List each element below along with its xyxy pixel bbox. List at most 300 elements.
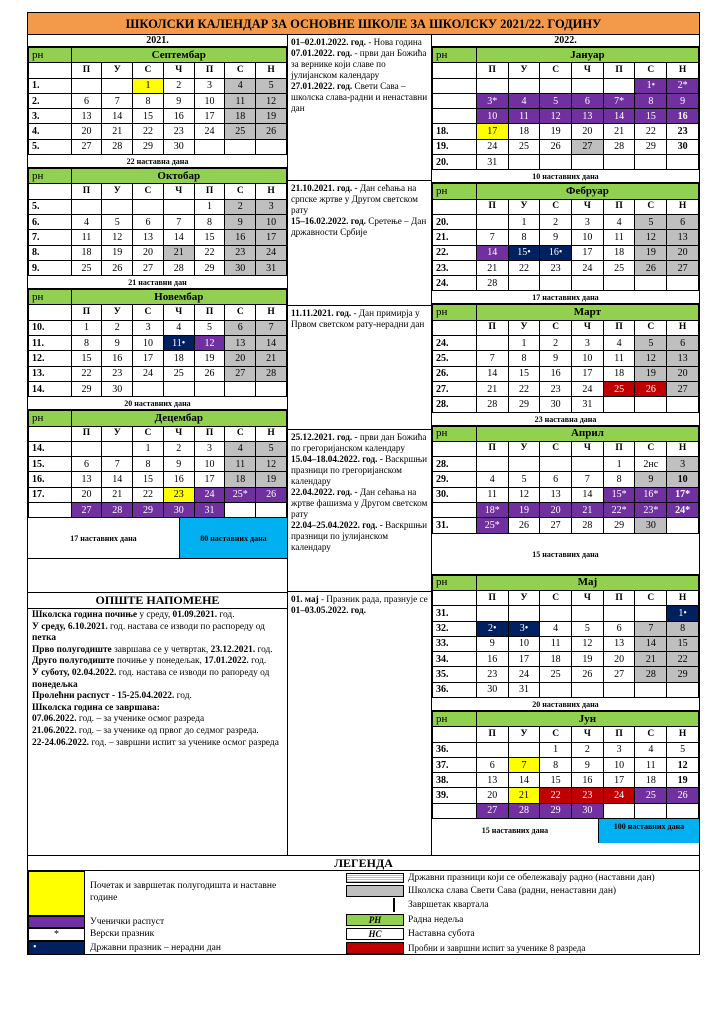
- day-cell: 9: [667, 93, 699, 108]
- day-cell: 18: [225, 109, 256, 124]
- day-cell: [540, 682, 572, 697]
- day-cell: 1: [133, 78, 164, 93]
- day-cell: [540, 606, 572, 621]
- day-cell: 17: [476, 124, 508, 139]
- week-number: 18.: [433, 124, 477, 139]
- day-cell: [476, 606, 508, 621]
- day-cell: 3: [667, 457, 699, 472]
- day-cell: 15: [133, 472, 164, 487]
- day-header: Н: [667, 199, 699, 214]
- legend-quarter: Завршетак квартала: [408, 900, 489, 910]
- day-cell: [476, 336, 508, 351]
- day-cell: 25: [603, 260, 635, 275]
- day-header: С: [133, 426, 164, 441]
- month-name: Фебруар: [476, 184, 698, 199]
- day-cell: [572, 682, 604, 697]
- day-cell: [603, 155, 635, 170]
- day-cell: [603, 803, 635, 818]
- day-cell: 30: [572, 803, 604, 818]
- week-number: 9.: [29, 260, 72, 275]
- day-cell: 20: [71, 124, 102, 139]
- day-cell: 21: [603, 124, 635, 139]
- day-cell: 15: [667, 636, 699, 651]
- day-cell: 24: [194, 124, 225, 139]
- day-cell: 19: [508, 503, 540, 518]
- day-cell: 15*: [603, 487, 635, 502]
- legend-rn: Радна недеља: [408, 915, 464, 925]
- day-cell: 20: [603, 652, 635, 667]
- day-cell: 11: [508, 109, 540, 124]
- day-cell: [667, 803, 699, 818]
- day-cell: 10: [133, 336, 164, 351]
- day-cell: [102, 441, 133, 456]
- day-cell: 13: [667, 351, 699, 366]
- day-header: П: [71, 63, 102, 78]
- week-number: 35.: [433, 667, 477, 682]
- day-cell: 11: [540, 636, 572, 651]
- day-cell: 24: [603, 788, 635, 803]
- rn-label: рн: [433, 305, 477, 320]
- month-summary: 20 наставних дана: [28, 397, 287, 410]
- day-cell: 4: [540, 621, 572, 636]
- day-cell: 3: [194, 78, 225, 93]
- day-header: С: [540, 199, 572, 214]
- day-cell: 27: [476, 803, 508, 818]
- day-header: У: [102, 426, 133, 441]
- day-cell: 11: [71, 230, 102, 245]
- day-cell: 7: [635, 621, 667, 636]
- day-cell: [71, 441, 102, 456]
- day-cell: [256, 139, 287, 154]
- day-cell: 20: [476, 788, 508, 803]
- day-header: С: [635, 199, 667, 214]
- day-header: С: [133, 305, 164, 320]
- day-cell: [102, 199, 133, 214]
- day-cell: 18: [540, 652, 572, 667]
- day-cell: [635, 397, 667, 412]
- day-header: С: [133, 63, 164, 78]
- day-cell: 23: [667, 124, 699, 139]
- day-cell: 14: [476, 366, 508, 381]
- day-cell: 2*: [667, 78, 699, 93]
- day-cell: 4: [603, 336, 635, 351]
- day-header: С: [635, 727, 667, 742]
- day-cell: 18*: [476, 503, 508, 518]
- day-cell: 9: [540, 230, 572, 245]
- day-cell: 9: [225, 214, 256, 229]
- day-cell: 13: [603, 636, 635, 651]
- day-header: Н: [256, 426, 287, 441]
- day-cell: 29: [635, 139, 667, 154]
- day-cell: 7: [102, 93, 133, 108]
- day-cell: 3: [133, 320, 164, 335]
- day-cell: 6: [476, 757, 508, 772]
- general-notes-title: ОПШТЕ НАПОМЕНЕ: [28, 593, 287, 609]
- day-cell: 19: [102, 245, 133, 260]
- day-cell: 24: [572, 381, 604, 396]
- day-cell: 6: [71, 93, 102, 108]
- day-header: С: [635, 590, 667, 605]
- day-cell: 4: [71, 214, 102, 229]
- day-header: Ч: [163, 184, 194, 199]
- day-header: Н: [256, 305, 287, 320]
- day-cell: [540, 78, 572, 93]
- day-header: Ч: [572, 441, 604, 456]
- day-cell: 7: [572, 472, 604, 487]
- day-cell: [667, 518, 699, 533]
- day-header: С: [225, 305, 256, 320]
- day-header: П: [71, 184, 102, 199]
- day-cell: 4: [225, 441, 256, 456]
- day-header: У: [508, 199, 540, 214]
- day-cell: 8: [540, 757, 572, 772]
- day-header: У: [102, 184, 133, 199]
- day-cell: 11: [603, 230, 635, 245]
- day-cell: 11: [635, 757, 667, 772]
- day-cell: [635, 803, 667, 818]
- day-cell: [476, 78, 508, 93]
- day-cell: 12: [256, 93, 287, 108]
- day-cell: 12: [508, 487, 540, 502]
- month-Април: [432, 426, 699, 534]
- rn-label: рн: [29, 169, 72, 184]
- day-cell: 27: [667, 381, 699, 396]
- day-cell: 21: [476, 260, 508, 275]
- day-cell: 9: [102, 336, 133, 351]
- week-number: [433, 503, 477, 518]
- day-cell: 20: [667, 245, 699, 260]
- week-number: 24.: [433, 336, 477, 351]
- day-cell: 27: [225, 366, 256, 381]
- day-cell: 31: [194, 503, 225, 518]
- month-Јануар: [432, 47, 699, 170]
- day-cell: 10: [256, 214, 287, 229]
- day-cell: 5: [102, 214, 133, 229]
- holiday-note: 01. мај - Празник рада, празнује се 01–03.05.2022. год.: [291, 594, 428, 615]
- week-number: 28.: [433, 397, 477, 412]
- day-cell: 2: [102, 320, 133, 335]
- day-cell: 26: [572, 667, 604, 682]
- june-summary-row: [432, 819, 699, 843]
- general-note: Школска година се завршава:: [32, 702, 160, 713]
- year-label: 2022.: [432, 35, 699, 47]
- week-number: 14.: [29, 381, 72, 396]
- month-name: Децембар: [71, 411, 286, 426]
- day-header: Ч: [163, 63, 194, 78]
- day-cell: 1•: [635, 78, 667, 93]
- day-cell: 3: [603, 742, 635, 757]
- day-header: Ч: [572, 199, 604, 214]
- day-cell: 20: [667, 366, 699, 381]
- day-cell: [476, 214, 508, 229]
- day-cell: [133, 199, 164, 214]
- week-number: 31.: [433, 518, 477, 533]
- day-header: У: [508, 441, 540, 456]
- day-cell: 1: [194, 199, 225, 214]
- day-header: П: [476, 63, 508, 78]
- day-cell: 4: [603, 214, 635, 229]
- day-cell: 1: [71, 320, 102, 335]
- legend-school: Школска слава Свети Сава (радни, ненаставни дан): [408, 886, 617, 896]
- day-cell: 23: [225, 245, 256, 260]
- day-cell: 31: [572, 397, 604, 412]
- month-summary: 17 наставних дана: [432, 291, 699, 304]
- week-number: 1.: [29, 78, 72, 93]
- day-cell: 17: [194, 472, 225, 487]
- day-cell: 9: [635, 472, 667, 487]
- day-cell: [603, 276, 635, 291]
- day-cell: 22: [667, 652, 699, 667]
- day-cell: 8: [71, 336, 102, 351]
- day-cell: 5: [194, 320, 225, 335]
- week-number: 14.: [29, 441, 72, 456]
- day-cell: 27: [133, 260, 164, 275]
- day-cell: 22: [540, 788, 572, 803]
- month-summary: 10 наставних дана: [432, 170, 699, 183]
- week-number: [433, 803, 477, 818]
- day-cell: [133, 381, 164, 396]
- day-cell: 8: [508, 230, 540, 245]
- month-name: Септембар: [71, 48, 286, 63]
- day-cell: 28: [102, 503, 133, 518]
- day-cell: 13: [133, 230, 164, 245]
- day-header-blank: [29, 184, 72, 199]
- week-number: 11.: [29, 336, 72, 351]
- day-cell: 1: [508, 214, 540, 229]
- day-cell: 12: [256, 457, 287, 472]
- day-cell: 26: [256, 124, 287, 139]
- day-cell: 24: [572, 260, 604, 275]
- week-number: 32.: [433, 621, 477, 636]
- week-number: 26.: [433, 366, 477, 381]
- month-summary: 15 наставних дана: [432, 534, 699, 575]
- month-name: Март: [476, 305, 698, 320]
- day-cell: 4: [508, 93, 540, 108]
- week-number: 5.: [29, 199, 72, 214]
- day-header-blank: [433, 590, 477, 605]
- day-header-blank: [433, 63, 477, 78]
- day-cell: 10: [194, 457, 225, 472]
- day-cell: 16*: [635, 487, 667, 502]
- day-cell: 3: [572, 214, 604, 229]
- day-cell: 16: [667, 109, 699, 124]
- rn-icon: РН: [346, 914, 404, 926]
- day-cell: 2: [540, 336, 572, 351]
- week-number: 33.: [433, 636, 477, 651]
- holiday-note: 01–02.01.2022. год. - Нова година 07.01.2022. год. - први дан Божића за вернике који славе по јулијанском календару 27.01.2022. год. Свети Сава – школска слава-радни и ненаставни дан: [288, 35, 431, 181]
- day-cell: 17: [572, 366, 604, 381]
- day-cell: 15: [133, 109, 164, 124]
- day-cell: 26: [540, 139, 572, 154]
- day-header: П: [603, 320, 635, 335]
- rn-label: рн: [433, 184, 477, 199]
- day-cell: 29: [133, 503, 164, 518]
- day-cell: 10: [194, 93, 225, 108]
- ns-icon: НС: [346, 928, 404, 940]
- day-cell: 29: [603, 518, 635, 533]
- day-cell: 4: [635, 742, 667, 757]
- holiday-note: 25.12.2021. год. - први дан Божића по грегоријанском календару 15.04–18.04.2022. год. - Васкршњи празници по грегоријанском календару 22.04.2022. год. - Дан сећања на жртве фашизма у Другом светском рату 22.04–25.04.2022. год. - Васкршњи празници по јулијанском календару: [288, 430, 431, 592]
- day-header: П: [476, 590, 508, 605]
- day-cell: 6: [71, 457, 102, 472]
- day-header: У: [102, 63, 133, 78]
- day-cell: 18: [603, 245, 635, 260]
- rn-label: рн: [433, 48, 477, 63]
- day-cell: 8: [508, 351, 540, 366]
- day-cell: 8: [133, 93, 164, 108]
- rn-label: рн: [433, 575, 477, 590]
- day-cell: [635, 276, 667, 291]
- day-cell: 28: [476, 397, 508, 412]
- holiday-note: 21.10.2021. год. - Дан сећања на српске жртве у Другом светском рату 15–16.02.2022. год. Сретење – Дан државности Србије: [288, 181, 431, 306]
- day-cell: [194, 381, 225, 396]
- day-cell: 7: [163, 214, 194, 229]
- day-header: П: [476, 199, 508, 214]
- legend-hatch: Државни празници који се обележавају радно (наставни дан): [408, 873, 655, 883]
- day-cell: [572, 276, 604, 291]
- rn-label: рн: [433, 426, 477, 441]
- week-number: 25.: [433, 351, 477, 366]
- day-cell: [71, 199, 102, 214]
- day-cell: 17: [194, 109, 225, 124]
- day-cell: 27: [572, 139, 604, 154]
- week-number: 17.: [29, 487, 72, 502]
- day-header: П: [476, 441, 508, 456]
- day-cell: 27: [667, 260, 699, 275]
- legend-purple-swatch: [28, 916, 85, 928]
- day-cell: 18: [635, 773, 667, 788]
- day-cell: 21: [102, 487, 133, 502]
- day-cell: 11: [225, 457, 256, 472]
- week-number: 31.: [433, 606, 477, 621]
- day-cell: 28: [102, 139, 133, 154]
- day-cell: 16: [225, 230, 256, 245]
- day-cell: [572, 78, 604, 93]
- day-cell: 19: [572, 652, 604, 667]
- day-cell: 5: [667, 742, 699, 757]
- day-header: С: [635, 63, 667, 78]
- day-header: Н: [256, 63, 287, 78]
- dot-icon: •: [28, 941, 85, 955]
- day-cell: 7: [102, 457, 133, 472]
- legend-yellow-swatch: [28, 871, 85, 916]
- day-cell: 22: [133, 487, 164, 502]
- day-cell: 3*: [476, 93, 508, 108]
- month-Октобар: [28, 168, 287, 276]
- day-cell: 13: [667, 230, 699, 245]
- legend: [28, 855, 699, 955]
- day-cell: 3: [572, 336, 604, 351]
- day-cell: 14: [102, 472, 133, 487]
- day-cell: 21: [572, 503, 604, 518]
- month-name: Јануар: [476, 48, 698, 63]
- month-summary: 20 наставних дана: [432, 698, 699, 711]
- day-cell: 18: [71, 245, 102, 260]
- general-note: Школска година почињe у среду, 01.09.2021. год.: [32, 610, 235, 620]
- day-cell: 23: [476, 667, 508, 682]
- day-cell: 26: [508, 518, 540, 533]
- day-cell: 20: [225, 351, 256, 366]
- day-cell: 5: [256, 78, 287, 93]
- day-cell: [508, 155, 540, 170]
- day-cell: 30: [225, 260, 256, 275]
- day-header-blank: [29, 63, 72, 78]
- day-cell: 18: [603, 366, 635, 381]
- rn-label: рн: [29, 411, 72, 426]
- legend-red: Пробни и завршни испит за ученике 8 разреда: [408, 943, 586, 953]
- day-cell: 7: [476, 230, 508, 245]
- week-number: 30.: [433, 487, 477, 502]
- day-cell: 7: [508, 757, 540, 772]
- day-cell: 19: [256, 472, 287, 487]
- day-cell: 14: [163, 230, 194, 245]
- day-cell: 19: [667, 773, 699, 788]
- day-cell: 19: [635, 245, 667, 260]
- day-cell: 10: [572, 230, 604, 245]
- general-note: 22-24.06.2022. год. – завршни испит за ученике осмог разреда: [32, 737, 279, 748]
- day-cell: [667, 276, 699, 291]
- day-cell: 26: [635, 381, 667, 396]
- day-header: Н: [667, 441, 699, 456]
- day-cell: 12: [194, 336, 225, 351]
- calendar-2021: [28, 35, 287, 559]
- day-cell: 26: [635, 260, 667, 275]
- day-cell: 2: [225, 199, 256, 214]
- day-cell: 29: [133, 139, 164, 154]
- day-cell: 6: [603, 621, 635, 636]
- week-number: 36.: [433, 682, 477, 697]
- month-Март: [432, 304, 699, 412]
- day-header: П: [194, 426, 225, 441]
- day-cell: 22: [71, 366, 102, 381]
- day-cell: 14: [635, 636, 667, 651]
- day-cell: [572, 606, 604, 621]
- day-cell: 14: [508, 773, 540, 788]
- day-cell: 6: [667, 336, 699, 351]
- general-note: 21.06.2022. год. – за ученике од првог до седмог разреда.: [32, 725, 259, 736]
- day-cell: 12: [667, 757, 699, 772]
- day-cell: 16: [572, 773, 604, 788]
- day-cell: 14: [102, 109, 133, 124]
- day-cell: 13: [71, 109, 102, 124]
- day-cell: 21: [102, 124, 133, 139]
- day-cell: 23: [540, 260, 572, 275]
- year-total: 100 наставних дана: [599, 819, 699, 843]
- day-cell: 15: [635, 109, 667, 124]
- day-cell: 15: [540, 773, 572, 788]
- rn-label: рн: [29, 48, 72, 63]
- day-header: С: [635, 441, 667, 456]
- week-number: 6.: [29, 214, 72, 229]
- day-cell: 22: [194, 245, 225, 260]
- day-cell: 7*: [603, 93, 635, 108]
- day-cell: 12: [572, 636, 604, 651]
- legend-red-swatch: [346, 942, 404, 954]
- day-cell: 29: [194, 260, 225, 275]
- day-cell: 25: [540, 667, 572, 682]
- week-number: 27.: [433, 381, 477, 396]
- day-cell: 13: [540, 487, 572, 502]
- day-cell: 8: [603, 472, 635, 487]
- day-cell: 21: [476, 381, 508, 396]
- day-cell: 18: [225, 472, 256, 487]
- day-header: П: [603, 63, 635, 78]
- day-cell: [667, 397, 699, 412]
- legend-school-swatch: [346, 885, 404, 897]
- day-cell: 11: [225, 93, 256, 108]
- day-cell: 30: [163, 503, 194, 518]
- day-cell: 24: [256, 245, 287, 260]
